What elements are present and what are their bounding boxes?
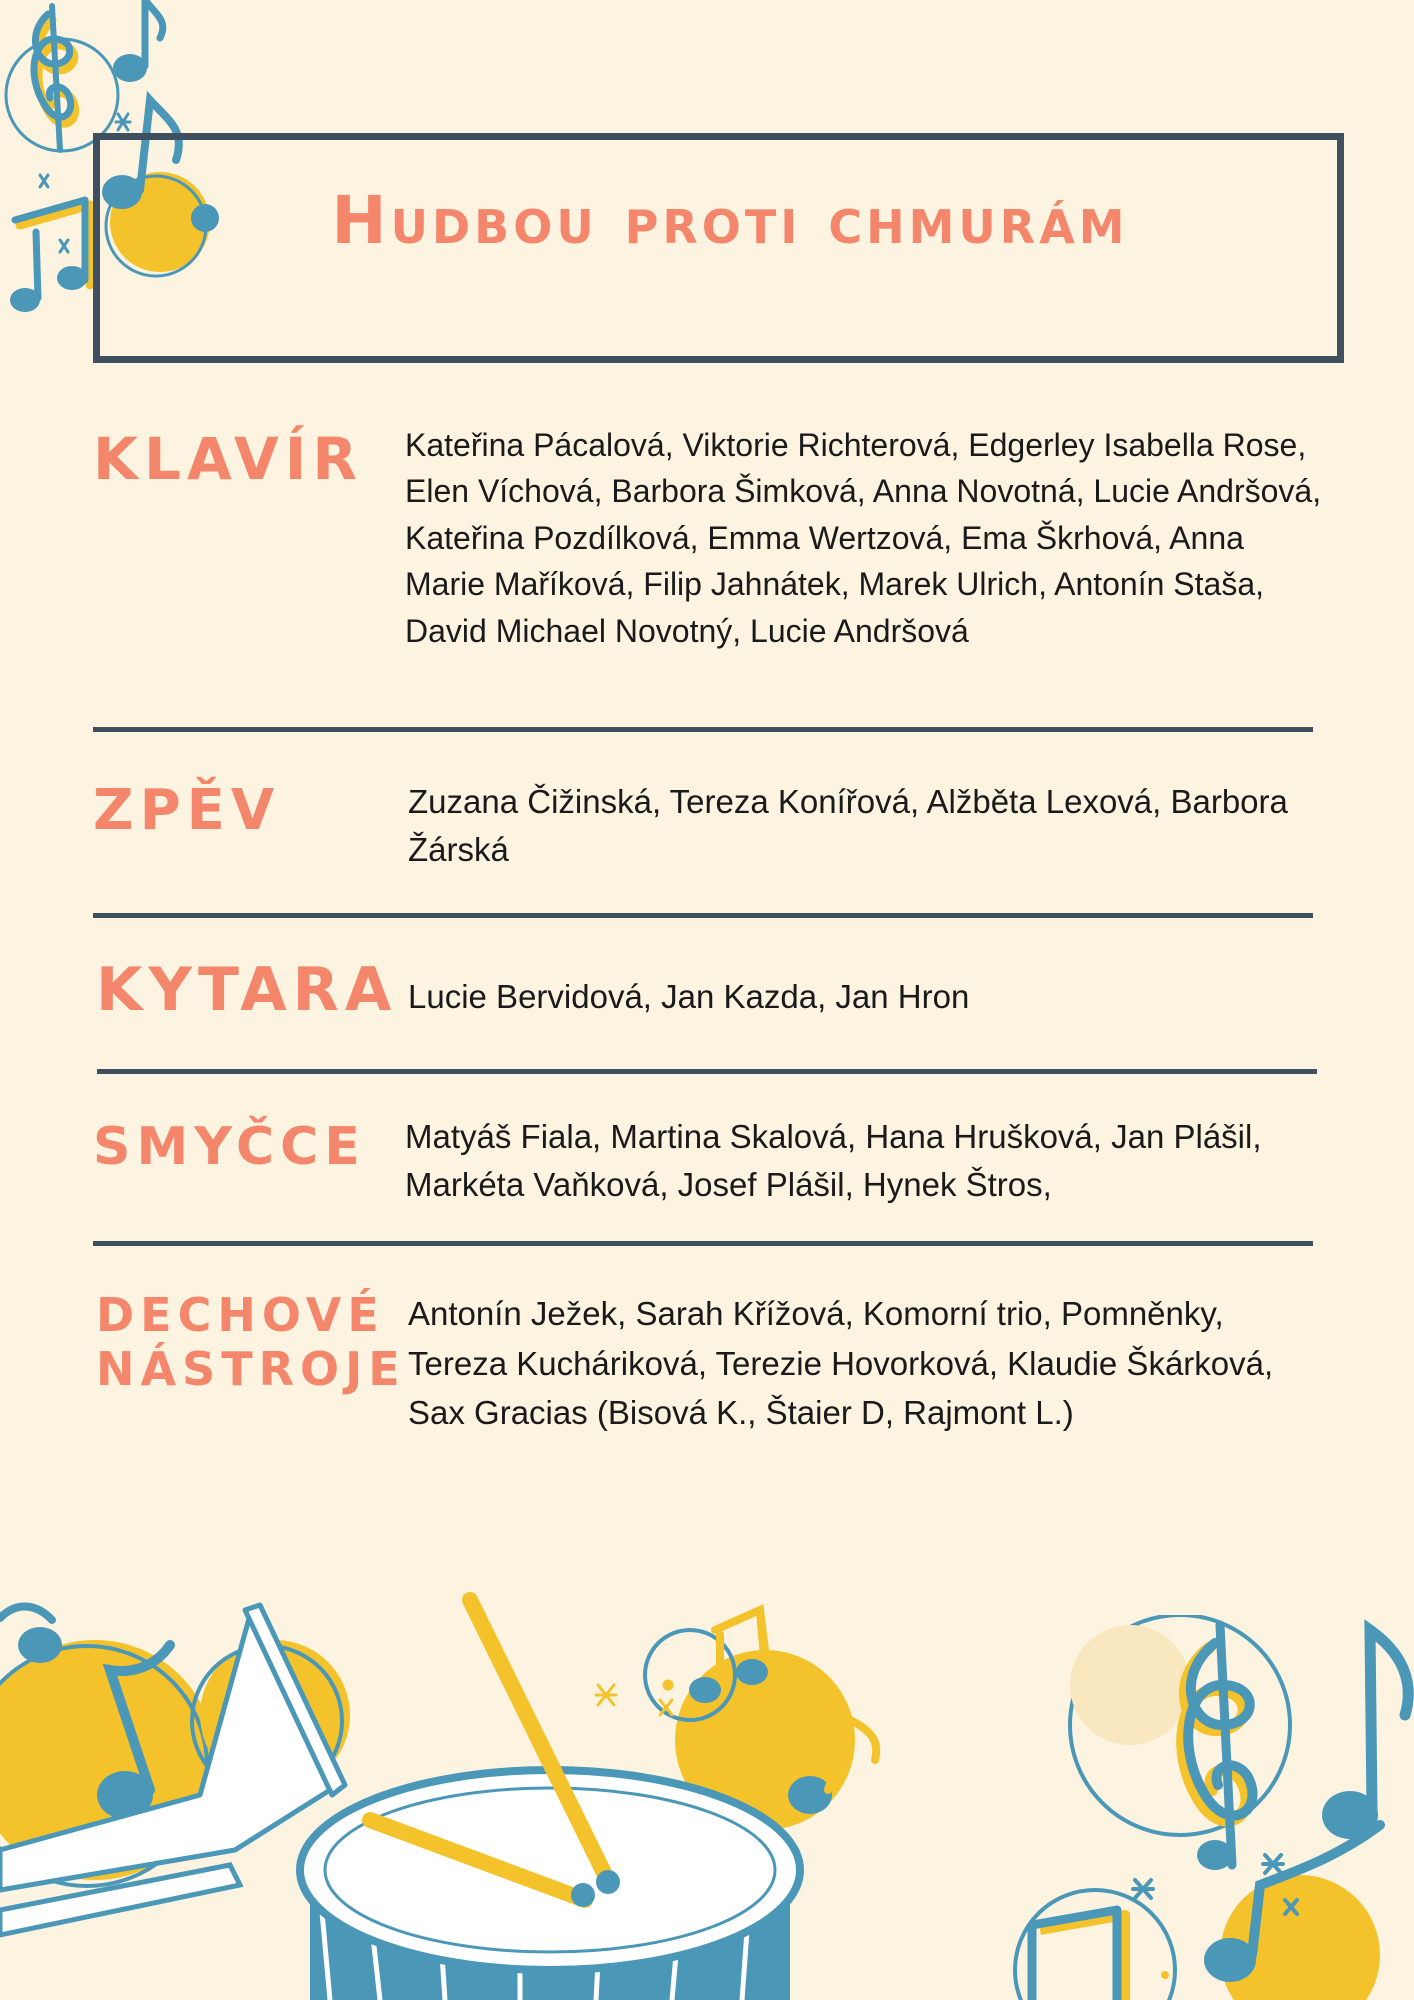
page-title: Hudbou proti chmurám: [331, 182, 1129, 259]
music-note-icon: [1322, 1630, 1408, 1839]
music-note-icon: [1204, 1825, 1380, 1982]
sparkle-icon: [596, 1681, 807, 1722]
section-names-dechove-nastroje: Antonín Ježek, Sarah Křížová, Komorní trio, Pomněnky, Tereza Kucháriková, Terezie Hovorková, Klaudie Škárková, Sax Gracias (Bisová K., Štaier D, Rajmont L.): [408, 1295, 1274, 1431]
section-divider: [97, 1069, 1317, 1074]
section-heading-smycce: SMYČCE: [93, 1117, 366, 1177]
section-names-klavir: Kateřina Pácalová, Viktorie Richterová, Edgerley Isabella Rose, Elen Víchová, Barbora Šimková, Anna Novotná, Lucie Andršová, Kateřina Pozdílková, Emma Wertzová, Ema Škrhová, Anna Marie Maříková, Filip Jahnátek, Marek Ulrich, Antonín Staša, David Michael Novotný, Lucie Andršová: [405, 427, 1322, 649]
section-names-zpev: Zuzana Čižinská, Tereza Konířová, Alžběta Lexová, Barbora Žárská: [408, 783, 1288, 868]
music-note-icon: [788, 1720, 876, 1814]
bottom-left-music-decoration: [0, 1590, 920, 2000]
section-heading-kytara: KYTARA: [96, 955, 398, 1025]
section-names-smycce: Matyáš Fiala, Martina Skalová, Hana Hrušková, Jan Plášil, Markéta Vaňková, Josef Plášil, Hynek Štros,: [405, 1118, 1262, 1203]
section-divider: [93, 1241, 1313, 1246]
music-note-icon: [113, 0, 163, 82]
drum-icon: [300, 1770, 800, 2000]
bottom-right-music-decoration: [1010, 1615, 1414, 2000]
music-note-icon: [689, 1610, 768, 1703]
section-heading-dechove-nastroje: DECHOVÉ NÁSTROJE: [96, 1288, 406, 1397]
trumpet-icon: [0, 1605, 345, 1935]
treble-clef-icon: [34, 6, 75, 150]
music-note-icon: [0, 1606, 170, 1819]
sparkle-icon: [1133, 1855, 1297, 1979]
treble-clef-icon: [1182, 1625, 1252, 1870]
section-heading-klavir: KLAVÍR: [93, 425, 363, 493]
music-note-icon: [1032, 1910, 1125, 2000]
music-note-icon: [10, 200, 90, 312]
section-divider: [93, 913, 1313, 918]
drumsticks-icon: [370, 1600, 620, 1907]
section-heading-zpev: ZPĚV: [93, 778, 281, 843]
section-divider: [93, 727, 1313, 732]
section-names-kytara: Lucie Bervidová, Jan Kazda, Jan Hron: [408, 978, 970, 1015]
